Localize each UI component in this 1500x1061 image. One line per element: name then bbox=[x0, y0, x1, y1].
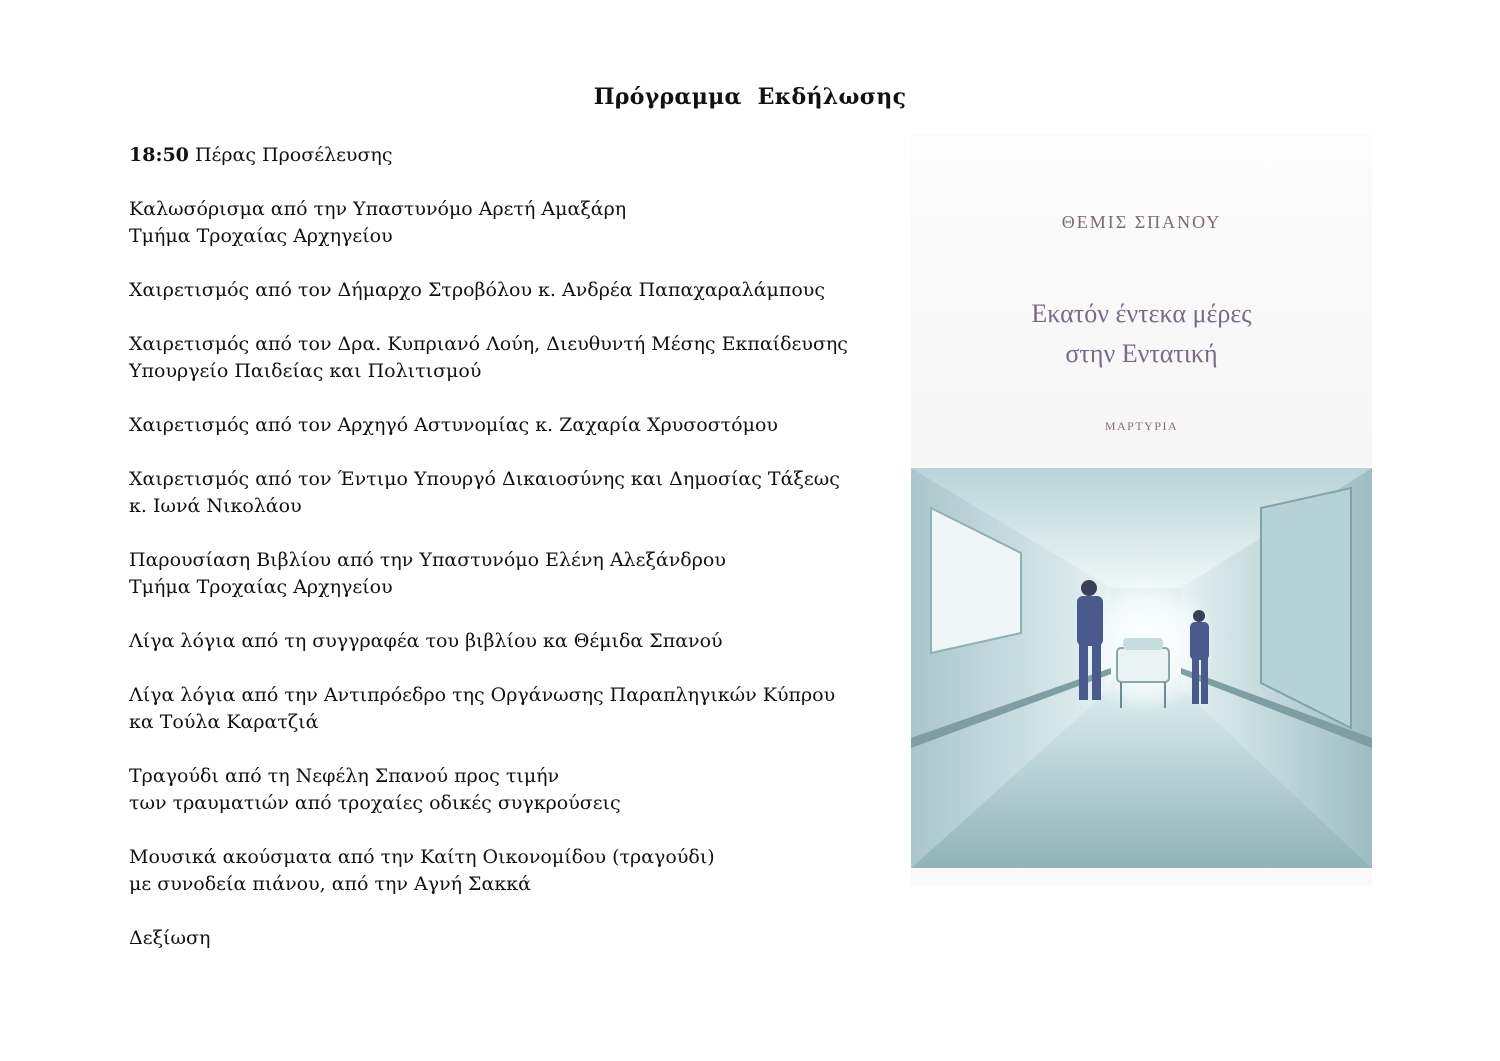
arrival-time: 18:50 bbox=[129, 144, 189, 166]
book-title-line: στην Εντατική bbox=[1065, 339, 1218, 368]
program-item-line: Καλωσόρισμα από την Υπαστυνόμο Αρετή Αμαξάρη bbox=[129, 198, 627, 220]
program-item-line: Χαιρετισμός από τον Δρα. Κυπριανό Λούη, Διευθυντή Μέσης Εκπαίδευσης bbox=[129, 333, 848, 355]
program-item-line: Λίγα λόγια από την Αντιπρόεδρο της Οργάνωσης Παραπληγικών Κύπρου bbox=[129, 684, 836, 706]
program-item-line: Δεξίωση bbox=[129, 927, 211, 949]
program-item-line: με συνοδεία πιάνου, από την Αγνή Σακκά bbox=[129, 873, 531, 895]
program-item bbox=[129, 628, 849, 655]
program-item bbox=[129, 196, 849, 250]
program-item bbox=[129, 763, 849, 817]
book-cover bbox=[911, 134, 1372, 886]
program-item-line: Λίγα λόγια από τη συγγραφέα του βιβλίου κα Θέμιδα Σπανού bbox=[129, 630, 723, 652]
program-item bbox=[129, 547, 849, 601]
program-item-line: Τμήμα Τροχαίας Αρχηγείου bbox=[129, 576, 393, 598]
program-item bbox=[129, 466, 849, 520]
program-item bbox=[129, 277, 849, 304]
program-item-line: Χαιρετισμός από τον Δήμαρχο Στροβόλου κ. Ανδρέα Παπαχαραλάμπους bbox=[129, 279, 825, 301]
program-item-line: κ. Ιωνά Νικολάου bbox=[129, 495, 302, 517]
program-item-line: Τμήμα Τροχαίας Αρχηγείου bbox=[129, 225, 393, 247]
book-cover-footer bbox=[911, 868, 1372, 886]
book-title bbox=[911, 294, 1372, 374]
program-item-arrival bbox=[129, 142, 849, 169]
book-author: ΘΕΜΙΣ ΣΠΑΝΟΥ bbox=[1061, 212, 1222, 232]
page-title: Πρόγραμμα Εκδήλωσης bbox=[593, 84, 907, 110]
program-item-line: Υπουργείο Παιδείας και Πολιτισμού bbox=[129, 360, 482, 382]
program-item-line: Χαιρετισμός από τον Αρχηγό Αστυνομίας κ. Ζαχαρία Χρυσοστόμου bbox=[129, 414, 778, 436]
program-item bbox=[129, 844, 849, 898]
program-item-line: των τραυματιών από τροχαίες οδικές συγκρούσεις bbox=[129, 792, 621, 814]
program-item bbox=[129, 412, 849, 439]
book-title-line: Εκατόν έντεκα μέρες bbox=[1031, 299, 1252, 328]
program-item-line: Χαιρετισμός από τον Έντιμο Υπουργό Δικαιοσύνης και Δημοσίας Τάξεως bbox=[129, 468, 840, 490]
program-item bbox=[129, 682, 849, 736]
program-item-line: κα Τούλα Καρατζιά bbox=[129, 711, 319, 733]
program-item bbox=[129, 925, 849, 952]
program-item bbox=[129, 331, 849, 385]
arrival-text: Πέρας Προσέλευσης bbox=[188, 144, 393, 166]
program-item-line: Μουσικά ακούσματα από την Καίτη Οικονομίδου (τραγούδι) bbox=[129, 846, 715, 868]
program-item-line: Παρουσίαση Βιβλίου από την Υπαστυνόμο Ελένη Αλεξάνδρου bbox=[129, 549, 726, 571]
program-item-line: Τραγούδι από τη Νεφέλη Σπανού προς τιμήν bbox=[129, 765, 560, 787]
arrival-line bbox=[129, 142, 849, 169]
book-series: ΜΑΡΤΥΡΙΑ bbox=[1104, 419, 1179, 433]
hospital-corridor-illustration bbox=[911, 468, 1372, 868]
event-program bbox=[129, 142, 849, 979]
